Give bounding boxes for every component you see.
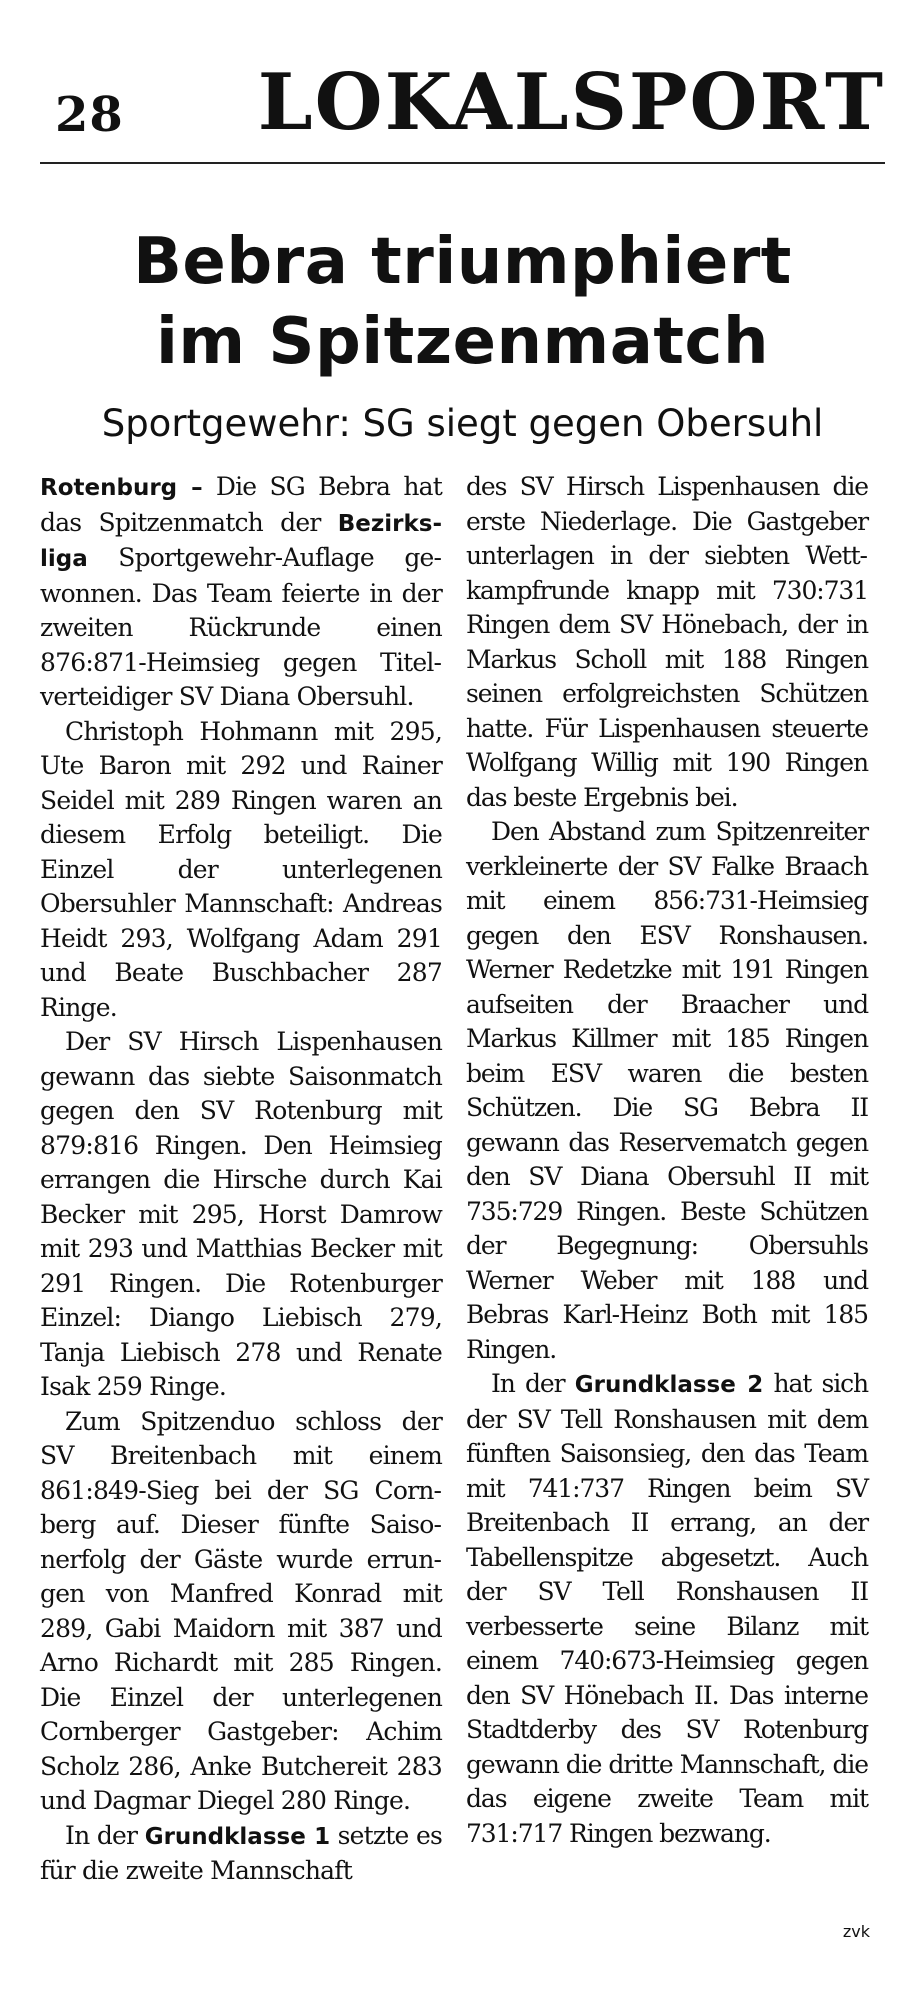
league-name: Grundklasse 1 [144, 1823, 331, 1850]
paragraph: In der Grundklasse 1 setzte es für die zweite Mannschaft [40, 1820, 442, 1885]
page-header [40, 45, 885, 155]
headline-line-2: im Spitzenmatch [155, 305, 770, 379]
page-number: 28 [55, 87, 124, 143]
author-byline: zvk [842, 1922, 870, 1941]
league-name: Bezirksliga [40, 510, 442, 572]
article-column-right [466, 470, 868, 1851]
paragraph: des SV Hirsch Lispenhausen die erste Niederlage. Die Gastgeber unterlagen in der siebten Wettkampfrunde knapp mit 730:731 Ringen dem SV Hönebach, der in Markus Scholl mit 188 Ringen seinen erfolgreichsten Schützen hatte. Für Lispenhausen steuerte Wolfgang Willig mit 190 Ringen das beste Ergebnis bei. [466, 472, 868, 812]
paragraph: Der SV Hirsch Lispenhausen gewann das siebte Saisonmatch gegen den SV Rotenburg mit 879:816 Ringen. Den Heimsieg errangen die Hirsche durch Kai Becker mit 295, Horst Damrow mit 293 und Matthias Becker mit 291 Ringen. Die Rotenburger Einzel: Diango Liebisch 279, Tanja Liebisch 278 und Renate Isak 259 Ringe. [40, 1027, 442, 1401]
paragraph: Rotenburg – Die SG Bebra hat das Spitzenmatch der Bezirksliga Sportgewehr-Auflage gewonnen. Das Team feierte in der zweiten Rückrunde einen 876:871-Heimsieg gegen Titelverteidiger SV Diana Obersuhl. [40, 472, 442, 711]
article-headline [40, 222, 885, 382]
dateline: Rotenburg – [40, 475, 203, 501]
paragraph: Christoph Hohmann mit 295, Ute Baron mit 292 und Rainer Seidel mit 289 Ringen waren an diesem Erfolg beteiligt. Die Einzel der unterlegenen Obersuhler Mannschaft: Andreas Heidt 293, Wolfgang Adam 291 und Beate Buschbacher 287 Ringe. [40, 716, 442, 1022]
article-subheadline: Sportgewehr: SG siegt gegen Obersuhl [101, 402, 824, 445]
league-name: Grundklasse 2 [574, 1372, 764, 1398]
paragraph: Den Abstand zum Spitzenreiter verkleinerte der SV Falke Braach mit einem 856:731-Heimsieg gegen den ESV Ronshausen. Werner Redetzke mit 191 Ringen aufseiten der Braacher und Markus Killmer mit 185 Ringen beim ESV waren die besten Schützen. Die SG Bebra II gewann das Reservematch gegen den SV Diana Obersuhl II mit 735:729 Ringen. Beste Schützen der Begegnung: Obersuhls Werner Weber mit 188 und Bebras Karl-Heinz Both mit 185 Ringen. [466, 817, 868, 1364]
article-column-left [40, 470, 442, 1889]
headline-line-1: Bebra triumphiert [133, 225, 792, 299]
paragraph: Zum Spitzenduo schloss der SV Breitenbach mit einem 861:849-Sieg bei der SG Cornberg auf. Dieser fünfte Saisonerfolg der Gäste wurde errungen von Manfred Konrad mit 289, Gabi Maidorn mit 387 und Arno Richardt mit 285 Ringen. Die Einzel der unterlegenen Cornberger Gastgeber: Achim Scholz 286, Anke Butchereit 283 und Dagmar Diegel 280 Ringe. [40, 1406, 442, 1815]
header-divider [40, 162, 885, 164]
paragraph: In der Grundklasse 2 hat sich der SV Tell Ronshausen mit dem fünften Saisonsieg, den das Team mit 741:737 Ringen beim SV Breitenbach II errang, an der Tabellenspitze abgesetzt. Auch der SV Tell Ronshausen II verbesserte seine Bilanz mit einem 740:673-Heimsieg gegen den SV Hönebach II. Das interne Stadtderby des SV Rotenburg gewann die dritte Mannschaft, die das eigene zweite Team mit 731:717 Ringen bezwang. [466, 1369, 869, 1848]
section-title: LOKALSPORT [257, 57, 885, 148]
